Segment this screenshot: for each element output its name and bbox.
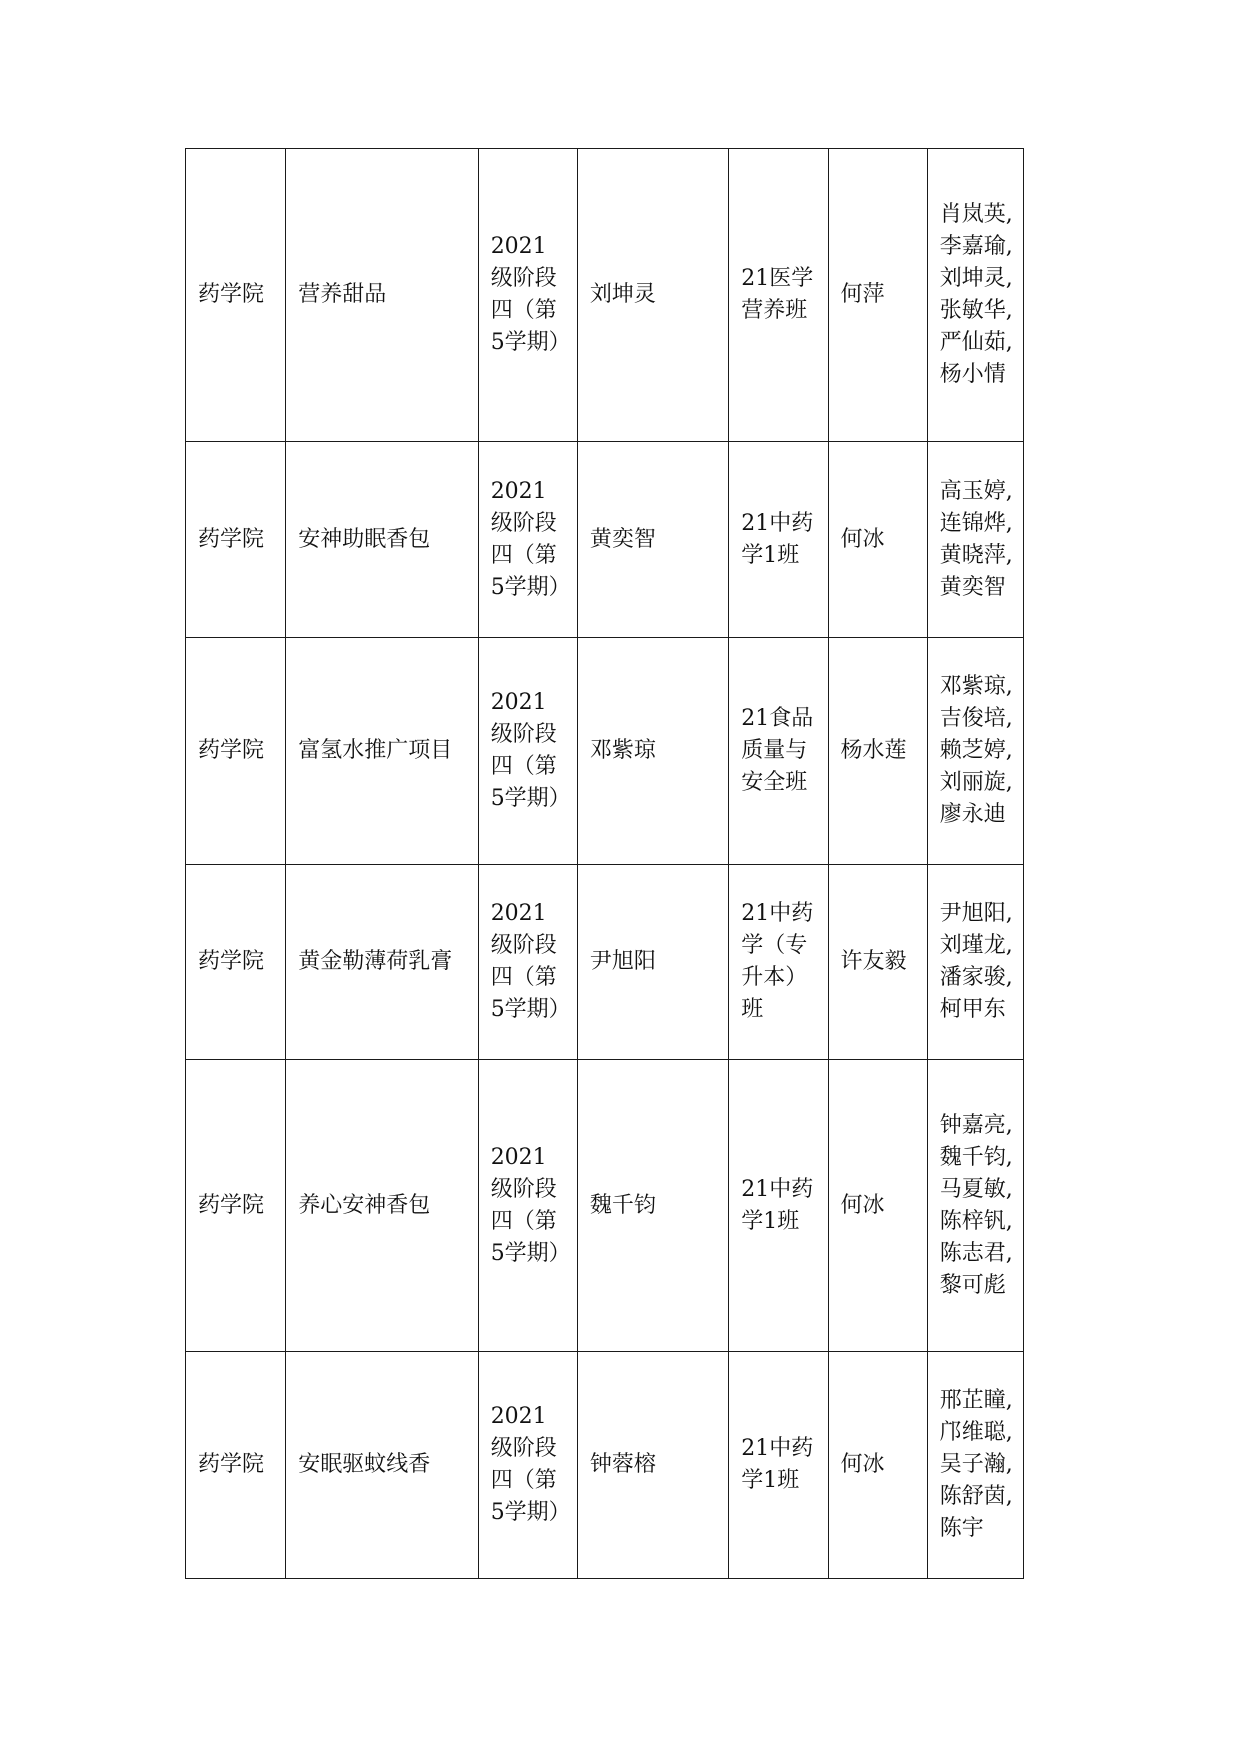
stage-cell: 2021级阶段四（第5学期） [478, 149, 577, 442]
table-row [186, 1060, 1024, 1352]
advisor-cell: 何冰 [828, 442, 927, 638]
stage-cell: 2021级阶段四（第5学期） [478, 865, 577, 1060]
project-name-cell: 营养甜品 [286, 149, 478, 442]
project-table [185, 148, 1024, 1579]
class-cell: 21食品质量与安全班 [729, 638, 828, 865]
table-row [186, 638, 1024, 865]
class-cell: 21医学营养班 [729, 149, 828, 442]
advisor-cell: 何冰 [828, 1060, 927, 1352]
leader-cell: 钟蓉榕 [577, 1352, 728, 1579]
leader-cell: 邓紫琼 [577, 638, 728, 865]
table-row [186, 865, 1024, 1060]
advisor-cell: 何萍 [828, 149, 927, 442]
members-cell: 邓紫琼,吉俊培,赖芝婷,刘丽旋,廖永迪 [927, 638, 1023, 865]
advisor-cell: 许友毅 [828, 865, 927, 1060]
project-name-cell: 富氢水推广项目 [286, 638, 478, 865]
college-cell: 药学院 [186, 1352, 286, 1579]
project-name-cell: 黄金勒薄荷乳膏 [286, 865, 478, 1060]
table-row [186, 1352, 1024, 1579]
college-cell: 药学院 [186, 1060, 286, 1352]
class-cell: 21中药学1班 [729, 1352, 828, 1579]
stage-cell: 2021级阶段四（第5学期） [478, 1060, 577, 1352]
college-cell: 药学院 [186, 638, 286, 865]
advisor-cell: 何冰 [828, 1352, 927, 1579]
project-name-cell: 养心安神香包 [286, 1060, 478, 1352]
members-cell: 肖岚英,李嘉瑜,刘坤灵,张敏华,严仙茹,杨小情 [927, 149, 1023, 442]
members-cell: 尹旭阳,刘瑾龙,潘家骏,柯甲东 [927, 865, 1023, 1060]
class-cell: 21中药学1班 [729, 442, 828, 638]
leader-cell: 黄奕智 [577, 442, 728, 638]
table-row [186, 149, 1024, 442]
stage-cell: 2021级阶段四（第5学期） [478, 442, 577, 638]
advisor-cell: 杨水莲 [828, 638, 927, 865]
college-cell: 药学院 [186, 865, 286, 1060]
members-cell: 高玉婷,连锦烨,黄晓萍,黄奕智 [927, 442, 1023, 638]
table-row [186, 442, 1024, 638]
class-cell: 21中药学（专升本）班 [729, 865, 828, 1060]
members-cell: 钟嘉亮,魏千钧,马夏敏,陈梓钒,陈志君,黎可彪 [927, 1060, 1023, 1352]
leader-cell: 尹旭阳 [577, 865, 728, 1060]
leader-cell: 魏千钧 [577, 1060, 728, 1352]
members-cell: 邢芷瞳,邝维聪,吴子瀚,陈舒茵,陈宇 [927, 1352, 1023, 1579]
leader-cell: 刘坤灵 [577, 149, 728, 442]
project-name-cell: 安眠驱蚊线香 [286, 1352, 478, 1579]
college-cell: 药学院 [186, 149, 286, 442]
college-cell: 药学院 [186, 442, 286, 638]
project-name-cell: 安神助眠香包 [286, 442, 478, 638]
stage-cell: 2021级阶段四（第5学期） [478, 638, 577, 865]
class-cell: 21中药学1班 [729, 1060, 828, 1352]
stage-cell: 2021级阶段四（第5学期） [478, 1352, 577, 1579]
